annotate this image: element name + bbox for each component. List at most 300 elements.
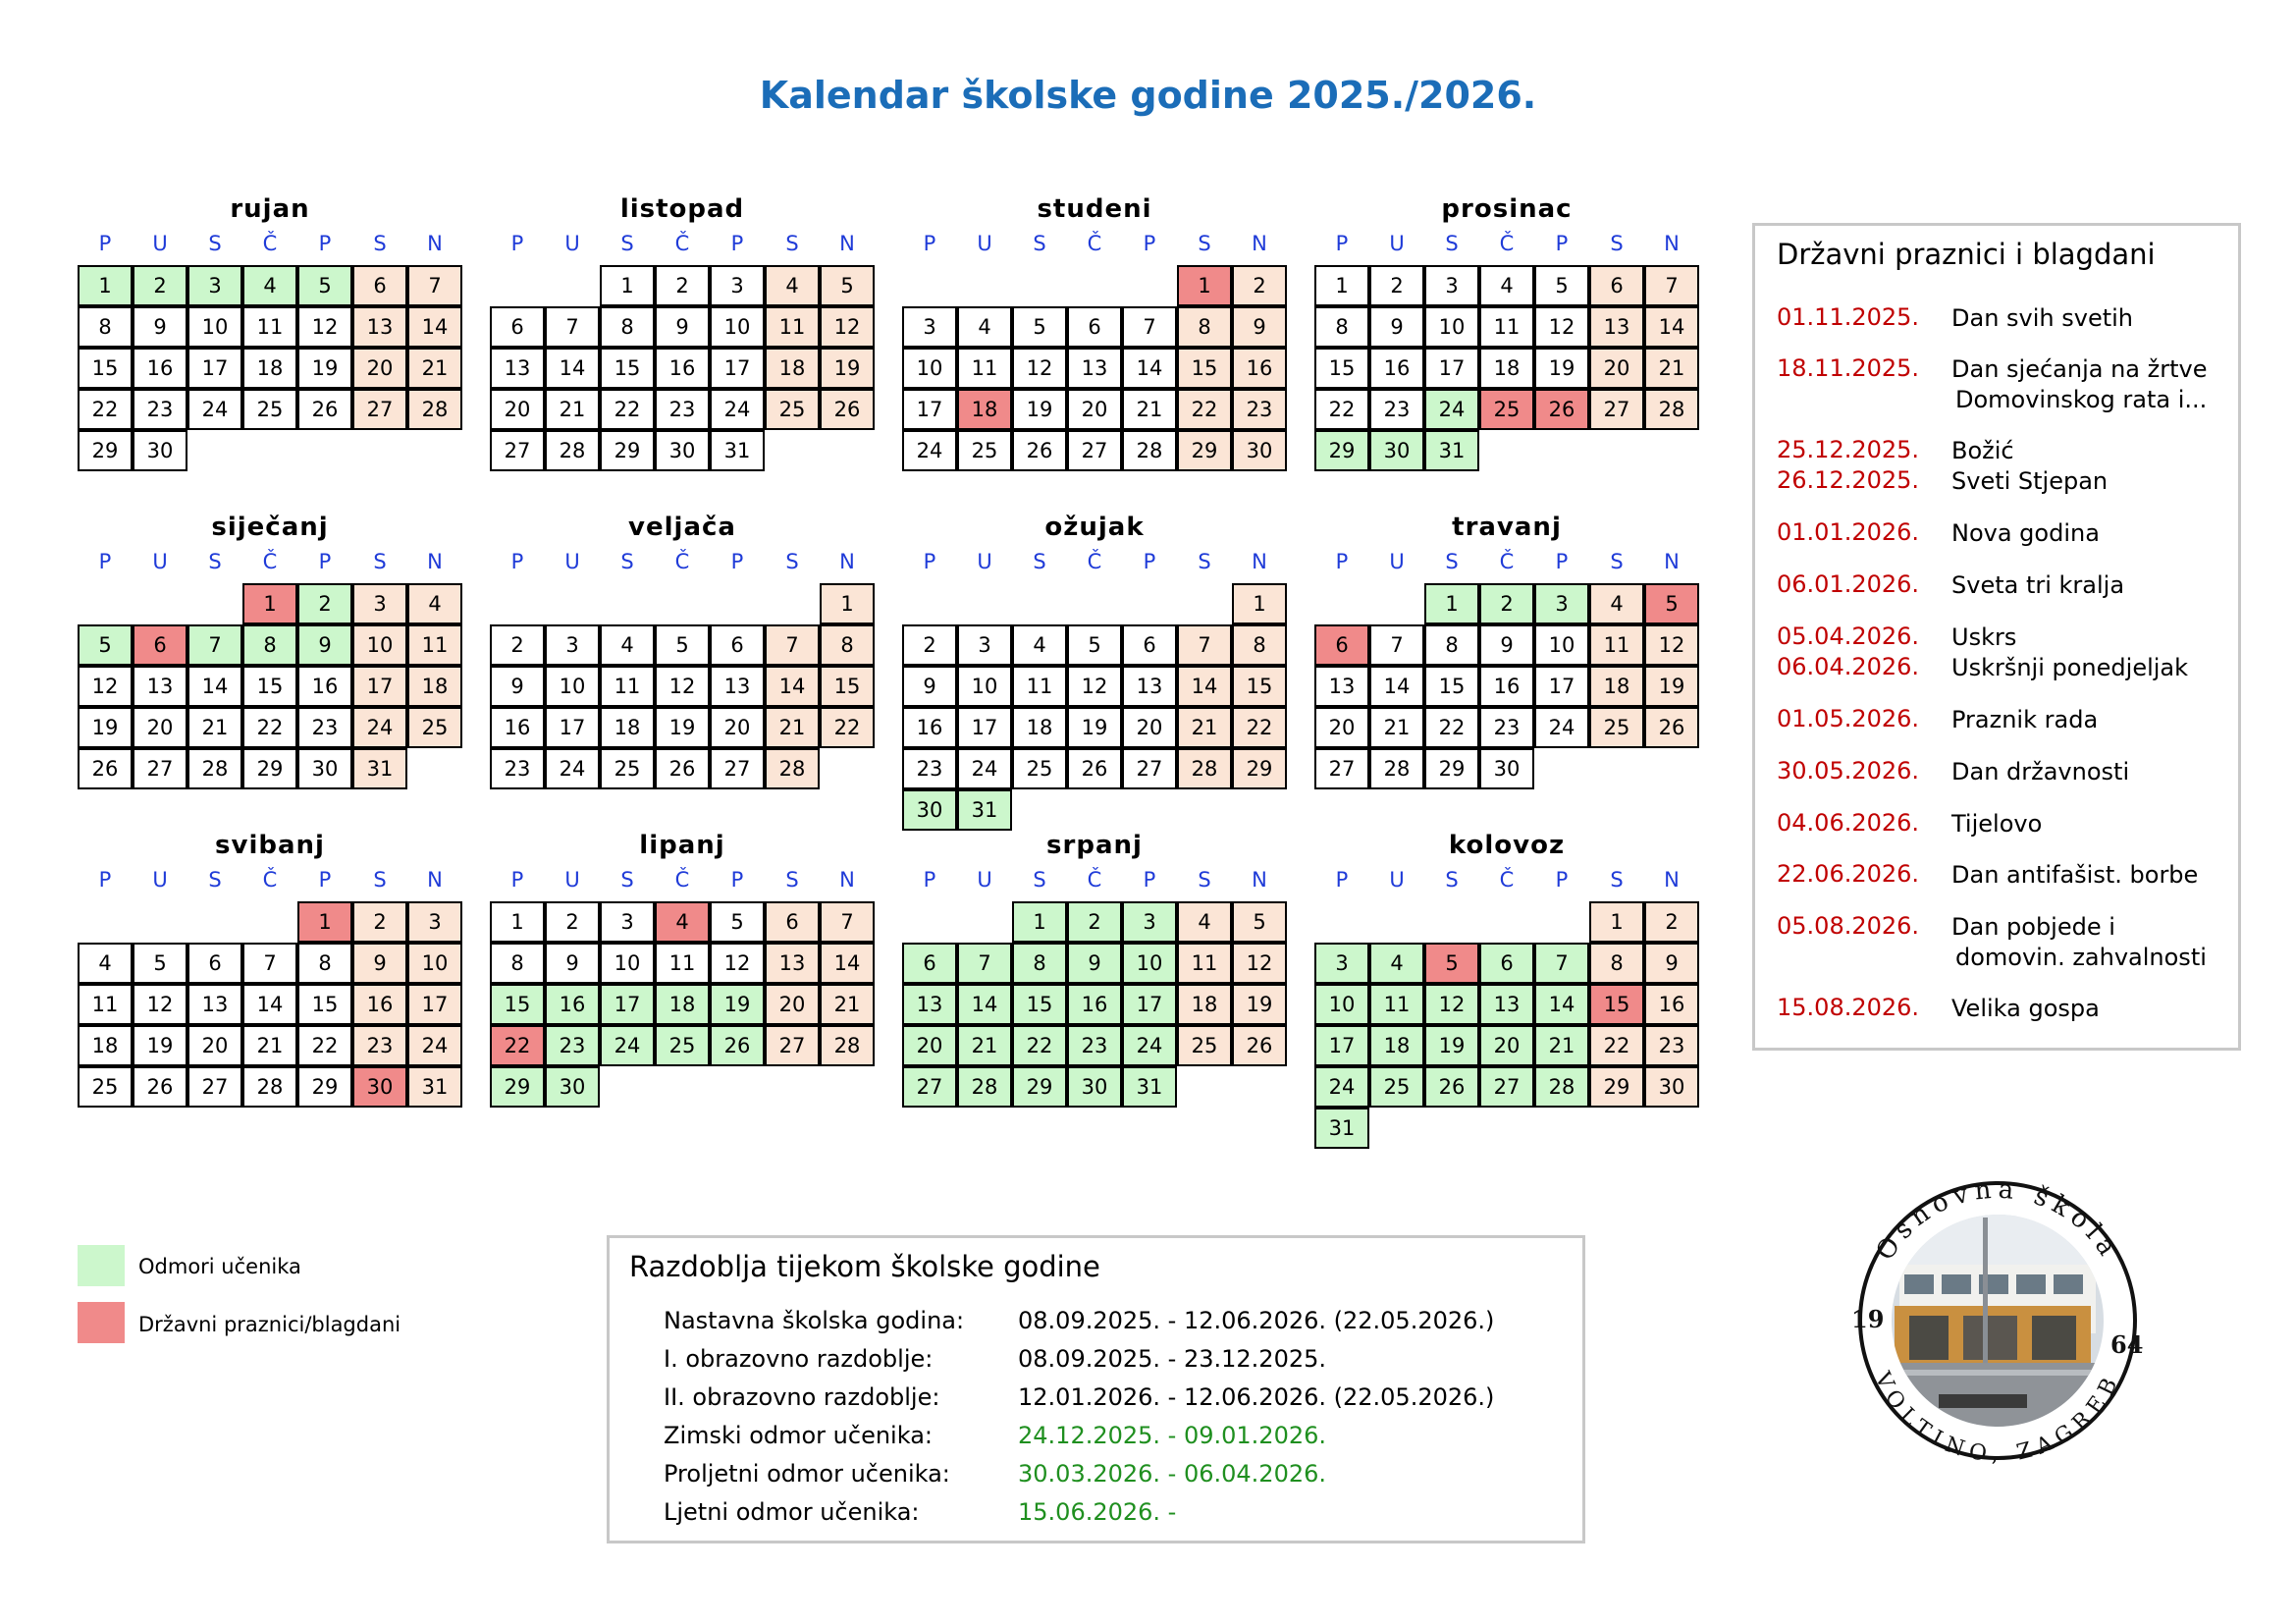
day-cell: 30	[1067, 1066, 1122, 1108]
day-cell: 24	[352, 707, 407, 748]
day-cell: 17	[600, 984, 655, 1025]
day-cell: 17	[187, 348, 242, 389]
day-cell: 4	[765, 265, 820, 306]
day-cell: 5	[297, 265, 352, 306]
day-cell: 11	[765, 306, 820, 348]
periods-title: Razdoblja tijekom školske godine	[629, 1250, 1100, 1283]
day-cell: 14	[957, 984, 1012, 1025]
day-cell: 7	[242, 943, 297, 984]
day-cell: 23	[297, 707, 352, 748]
day-cell: 31	[407, 1066, 462, 1108]
day-cell: 23	[1644, 1025, 1699, 1066]
weekday-label: P	[730, 868, 744, 892]
day-cell: 4	[1369, 943, 1424, 984]
holidays-panel	[1752, 223, 2241, 1051]
day-cell: 21	[187, 707, 242, 748]
day-cell: 10	[352, 624, 407, 666]
day-cell: 19	[78, 707, 133, 748]
day-cell: 25	[407, 707, 462, 748]
day-cell: 5	[1424, 943, 1479, 984]
day-cell: 23	[545, 1025, 600, 1066]
day-cell: 11	[600, 666, 655, 707]
day-cell: 15	[1314, 348, 1369, 389]
weekday-label: U	[977, 550, 992, 573]
day-cell: 26	[710, 1025, 765, 1066]
day-cell: 24	[710, 389, 765, 430]
holiday-name	[1951, 757, 2246, 787]
day-cell: 20	[133, 707, 187, 748]
weekday-label: P	[98, 550, 112, 573]
day-cell: 16	[133, 348, 187, 389]
weekday-label: S	[785, 550, 799, 573]
weekday-label: P	[98, 868, 112, 892]
weekday-label: P	[318, 232, 332, 255]
weekday-header	[902, 865, 1287, 894]
day-cell: 8	[1314, 306, 1369, 348]
weekday-label: S	[373, 550, 387, 573]
month-name: ožujak	[1044, 513, 1145, 542]
day-cell: 21	[957, 1025, 1012, 1066]
day-cell: 20	[1122, 707, 1177, 748]
day-cell: 4	[242, 265, 297, 306]
day-cell: 12	[1232, 943, 1287, 984]
weekday-label: P	[923, 550, 936, 573]
period-value: 15.06.2026. -	[1018, 1498, 1177, 1526]
day-cell: 11	[1479, 306, 1534, 348]
day-cell: 2	[1644, 901, 1699, 943]
day-cell: 8	[820, 624, 875, 666]
month-name: travanj	[1452, 513, 1562, 542]
day-cell: 1	[78, 265, 133, 306]
day-cell: 6	[1589, 265, 1644, 306]
day-cell: 9	[1479, 624, 1534, 666]
weekday-label: U	[1389, 232, 1405, 255]
day-cell: 6	[1479, 943, 1534, 984]
weekday-label: P	[510, 550, 524, 573]
holiday-date: 18.11.2025.	[1777, 354, 1920, 382]
day-cell: 11	[1177, 943, 1232, 984]
day-cell: 20	[352, 348, 407, 389]
day-cell: 16	[545, 984, 600, 1025]
day-cell: 4	[1177, 901, 1232, 943]
weekday-label: S	[1033, 868, 1046, 892]
weekday-label: U	[1389, 550, 1405, 573]
day-cell: 12	[1067, 666, 1122, 707]
weekday-header	[78, 865, 462, 894]
day-cell: 22	[1232, 707, 1287, 748]
day-cell: 2	[1067, 901, 1122, 943]
day-cell: 30	[545, 1066, 600, 1108]
weekday-label: P	[1555, 550, 1569, 573]
day-cell: 16	[352, 984, 407, 1025]
logo-ring-bottom-text: VOLTINO, ZAGREB	[1869, 1368, 2126, 1468]
day-cell: 12	[1424, 984, 1479, 1025]
period-value: 08.09.2025. - 12.06.2026. (22.05.2026.)	[1018, 1307, 1495, 1334]
holiday-name-line: Domovinskog rata i...	[1955, 386, 2208, 413]
holiday-name-line: Nova godina	[1951, 519, 2100, 547]
day-cell: 17	[352, 666, 407, 707]
weekday-label: P	[1335, 550, 1349, 573]
day-cell: 4	[600, 624, 655, 666]
holidays-title: Državni praznici i blagdani	[1777, 238, 2156, 271]
school-photo	[1885, 1208, 2110, 1436]
day-cell: 25	[1369, 1066, 1424, 1108]
day-cell: 22	[1314, 389, 1369, 430]
weekday-label: S	[1610, 232, 1624, 255]
weekday-label: P	[1555, 232, 1569, 255]
day-cell: 25	[1177, 1025, 1232, 1066]
day-cell: 19	[820, 348, 875, 389]
day-cell: 9	[545, 943, 600, 984]
weekday-label: Č	[1499, 232, 1515, 255]
day-cell: 15	[1177, 348, 1232, 389]
logo-year-right: 64	[2110, 1330, 2144, 1359]
day-cell: 29	[490, 1066, 545, 1108]
day-cell: 17	[407, 984, 462, 1025]
weekday-label: U	[564, 868, 580, 892]
day-cell: 27	[1589, 389, 1644, 430]
day-cell: 7	[957, 943, 1012, 984]
holiday-name-line: Božić	[1951, 437, 2014, 464]
weekday-label: U	[977, 232, 992, 255]
month-name: studeni	[1037, 194, 1152, 224]
day-cell: 15	[490, 984, 545, 1025]
day-cell: 6	[710, 624, 765, 666]
day-cell: 8	[1424, 624, 1479, 666]
day-cell: 10	[710, 306, 765, 348]
day-cell: 18	[957, 389, 1012, 430]
day-cell: 5	[710, 901, 765, 943]
holiday-name	[1951, 705, 2246, 735]
day-cell: 28	[1122, 430, 1177, 471]
month-name: rujan	[230, 194, 310, 224]
day-cell: 13	[1314, 666, 1369, 707]
day-cell: 7	[407, 265, 462, 306]
day-cell: 27	[1479, 1066, 1534, 1108]
day-cell: 18	[1177, 984, 1232, 1025]
day-cell: 16	[655, 348, 710, 389]
day-cell: 9	[902, 666, 957, 707]
period-label: Zimski odmor učenika:	[664, 1422, 933, 1449]
day-cell: 16	[1067, 984, 1122, 1025]
day-cell: 8	[490, 943, 545, 984]
holiday-name-line: Velika gospa	[1951, 995, 2100, 1022]
holiday-name	[1951, 570, 2246, 601]
day-cell: 21	[1644, 348, 1699, 389]
day-cell: 6	[187, 943, 242, 984]
day-cell: 29	[78, 430, 133, 471]
day-cell: 30	[297, 748, 352, 789]
day-cell: 18	[1369, 1025, 1424, 1066]
day-cell: 16	[297, 666, 352, 707]
weekday-label: Č	[1499, 868, 1515, 892]
day-cell: 12	[297, 306, 352, 348]
day-cell: 28	[1177, 748, 1232, 789]
day-cell: 28	[1369, 748, 1424, 789]
day-cell: 21	[765, 707, 820, 748]
weekday-label: U	[152, 232, 168, 255]
day-cell: 12	[1534, 306, 1589, 348]
day-cell: 28	[1534, 1066, 1589, 1108]
day-cell: 14	[545, 348, 600, 389]
day-cell: 27	[187, 1066, 242, 1108]
holiday-date: 06.01.2026.	[1777, 570, 1920, 598]
day-cell: 11	[1589, 624, 1644, 666]
day-cell: 22	[1424, 707, 1479, 748]
day-cell: 3	[545, 624, 600, 666]
day-cell: 22	[600, 389, 655, 430]
holiday-name	[1951, 994, 2246, 1024]
day-cell: 18	[600, 707, 655, 748]
day-cell: 21	[1177, 707, 1232, 748]
day-cell: 13	[187, 984, 242, 1025]
period-value: 30.03.2026. - 06.04.2026.	[1018, 1460, 1327, 1488]
day-cell: 10	[600, 943, 655, 984]
day-cell: 26	[1232, 1025, 1287, 1066]
day-cell: 1	[1232, 583, 1287, 624]
day-cell: 20	[710, 707, 765, 748]
day-cell: 15	[1012, 984, 1067, 1025]
day-cell: 6	[352, 265, 407, 306]
day-cell: 24	[600, 1025, 655, 1066]
holiday-name	[1951, 518, 2246, 549]
day-cell: 8	[1232, 624, 1287, 666]
day-cell: 22	[820, 707, 875, 748]
day-cell: 26	[1067, 748, 1122, 789]
day-cell: 19	[1534, 348, 1589, 389]
day-cell: 19	[710, 984, 765, 1025]
day-cell: 19	[1644, 666, 1699, 707]
day-cell: 23	[902, 748, 957, 789]
day-cell: 14	[1644, 306, 1699, 348]
day-cell: 13	[133, 666, 187, 707]
day-cell: 9	[352, 943, 407, 984]
weekday-label: S	[1033, 232, 1046, 255]
day-cell: 5	[1644, 583, 1699, 624]
day-cell: 3	[1534, 583, 1589, 624]
holiday-date: 26.12.2025.	[1777, 466, 1920, 494]
weekday-header	[1314, 229, 1699, 258]
day-cell: 17	[1122, 984, 1177, 1025]
day-cell: 1	[820, 583, 875, 624]
day-cell: 1	[600, 265, 655, 306]
day-cell: 22	[242, 707, 297, 748]
day-cell: 3	[957, 624, 1012, 666]
weekday-label: N	[427, 868, 443, 892]
weekday-label: P	[730, 550, 744, 573]
day-cell: 6	[765, 901, 820, 943]
day-cell: 21	[820, 984, 875, 1025]
day-cell: 18	[655, 984, 710, 1025]
weekday-label: S	[208, 868, 222, 892]
day-cell: 17	[1314, 1025, 1369, 1066]
day-cell: 13	[1067, 348, 1122, 389]
day-cell: 27	[133, 748, 187, 789]
holiday-name-line: Dan državnosti	[1951, 758, 2130, 785]
day-cell: 16	[1644, 984, 1699, 1025]
day-cell: 5	[655, 624, 710, 666]
day-cell: 10	[545, 666, 600, 707]
day-cell: 12	[133, 984, 187, 1025]
day-cell: 11	[1369, 984, 1424, 1025]
day-cell: 7	[765, 624, 820, 666]
weekday-label: P	[1143, 868, 1156, 892]
day-cell: 25	[1479, 389, 1534, 430]
month-name: prosinac	[1441, 194, 1573, 224]
day-cell: 20	[1589, 348, 1644, 389]
weekday-label: U	[977, 868, 992, 892]
legend-holiday-label: Državni praznici/blagdani	[138, 1313, 401, 1336]
day-cell: 31	[1122, 1066, 1177, 1108]
day-cell: 17	[957, 707, 1012, 748]
legend-holiday-swatch	[78, 1302, 125, 1343]
day-cell: 20	[1067, 389, 1122, 430]
holiday-date: 05.04.2026.	[1777, 623, 1920, 650]
day-cell: 30	[902, 789, 957, 831]
holiday-date: 04.06.2026.	[1777, 809, 1920, 837]
day-cell: 21	[1122, 389, 1177, 430]
holiday-name	[1951, 809, 2246, 839]
day-cell: 17	[902, 389, 957, 430]
day-cell: 9	[490, 666, 545, 707]
day-cell: 14	[242, 984, 297, 1025]
weekday-label: N	[427, 550, 443, 573]
school-logo	[1836, 1159, 2160, 1473]
day-cell: 29	[1177, 430, 1232, 471]
day-cell: 7	[1534, 943, 1589, 984]
period-label: Nastavna školska godina:	[664, 1307, 965, 1334]
weekday-label: S	[1445, 868, 1459, 892]
day-cell: 23	[352, 1025, 407, 1066]
day-cell: 28	[1644, 389, 1699, 430]
month-name: veljača	[628, 513, 736, 542]
day-cell: 27	[1314, 748, 1369, 789]
day-cell: 30	[1479, 748, 1534, 789]
day-cell: 18	[1012, 707, 1067, 748]
day-cell: 20	[187, 1025, 242, 1066]
day-cell: 15	[600, 348, 655, 389]
weekday-label: P	[923, 232, 936, 255]
day-cell: 8	[1177, 306, 1232, 348]
day-cell: 23	[1369, 389, 1424, 430]
day-cell: 21	[407, 348, 462, 389]
day-cell: 27	[1122, 748, 1177, 789]
day-cell: 22	[1012, 1025, 1067, 1066]
holiday-date: 01.01.2026.	[1777, 518, 1920, 546]
day-cell: 13	[1122, 666, 1177, 707]
holiday-date: 01.11.2025.	[1777, 303, 1920, 331]
day-cell: 3	[600, 901, 655, 943]
holiday-date: 06.04.2026.	[1777, 653, 1920, 680]
holiday-name	[1951, 354, 2246, 415]
day-cell: 3	[407, 901, 462, 943]
day-cell: 27	[490, 430, 545, 471]
day-cell: 1	[1589, 901, 1644, 943]
day-cell: 17	[1534, 666, 1589, 707]
weekday-label: Č	[262, 868, 278, 892]
holiday-name	[1951, 912, 2246, 973]
weekday-label: U	[1389, 868, 1405, 892]
holiday-name-line: Dan pobjede i	[1951, 913, 2115, 941]
day-cell: 1	[490, 901, 545, 943]
day-cell: 1	[1314, 265, 1369, 306]
weekday-label: P	[318, 550, 332, 573]
weekday-header	[1314, 865, 1699, 894]
day-cell: 26	[1644, 707, 1699, 748]
periods-panel	[607, 1235, 1585, 1543]
month-name: listopad	[619, 194, 745, 224]
weekday-label: S	[1033, 550, 1046, 573]
day-cell: 6	[1314, 624, 1369, 666]
weekday-label: S	[785, 868, 799, 892]
day-cell: 24	[902, 430, 957, 471]
day-cell: 13	[1589, 306, 1644, 348]
weekday-header	[902, 229, 1287, 258]
weekday-header	[490, 229, 875, 258]
month-name: srpanj	[1046, 831, 1143, 860]
day-cell: 14	[1122, 348, 1177, 389]
day-cell: 13	[1479, 984, 1534, 1025]
day-cell: 16	[1479, 666, 1534, 707]
period-value: 12.01.2026. - 12.06.2026. (22.05.2026.)	[1018, 1383, 1495, 1411]
weekday-label: Č	[674, 550, 690, 573]
day-cell: 29	[1232, 748, 1287, 789]
day-cell: 19	[133, 1025, 187, 1066]
day-cell: 20	[765, 984, 820, 1025]
day-cell: 30	[655, 430, 710, 471]
day-cell: 20	[1479, 1025, 1534, 1066]
day-cell: 22	[78, 389, 133, 430]
day-cell: 10	[1314, 984, 1369, 1025]
day-cell: 9	[655, 306, 710, 348]
day-cell: 28	[820, 1025, 875, 1066]
day-cell: 30	[1369, 430, 1424, 471]
day-cell: 4	[1479, 265, 1534, 306]
weekday-header	[78, 547, 462, 576]
day-cell: 24	[1534, 707, 1589, 748]
day-cell: 27	[710, 748, 765, 789]
day-cell: 2	[1479, 583, 1534, 624]
month-name: kolovoz	[1448, 831, 1566, 860]
day-cell: 29	[1314, 430, 1369, 471]
day-cell: 2	[902, 624, 957, 666]
day-cell: 5	[1067, 624, 1122, 666]
day-cell: 23	[1479, 707, 1534, 748]
day-cell: 10	[187, 306, 242, 348]
day-cell: 25	[957, 430, 1012, 471]
day-cell: 24	[957, 748, 1012, 789]
day-cell: 28	[545, 430, 600, 471]
day-cell: 4	[1012, 624, 1067, 666]
day-cell: 4	[78, 943, 133, 984]
day-cell: 6	[1067, 306, 1122, 348]
day-cell: 11	[78, 984, 133, 1025]
day-cell: 5	[1012, 306, 1067, 348]
weekday-label: S	[1198, 232, 1211, 255]
day-cell: 23	[655, 389, 710, 430]
day-cell: 15	[78, 348, 133, 389]
day-cell: 26	[78, 748, 133, 789]
day-cell: 26	[1424, 1066, 1479, 1108]
day-cell: 23	[133, 389, 187, 430]
day-cell: 24	[545, 748, 600, 789]
day-cell: 20	[902, 1025, 957, 1066]
day-cell: 2	[352, 901, 407, 943]
day-cell: 8	[600, 306, 655, 348]
day-cell: 14	[1177, 666, 1232, 707]
day-cell: 28	[242, 1066, 297, 1108]
weekday-label: S	[1198, 550, 1211, 573]
